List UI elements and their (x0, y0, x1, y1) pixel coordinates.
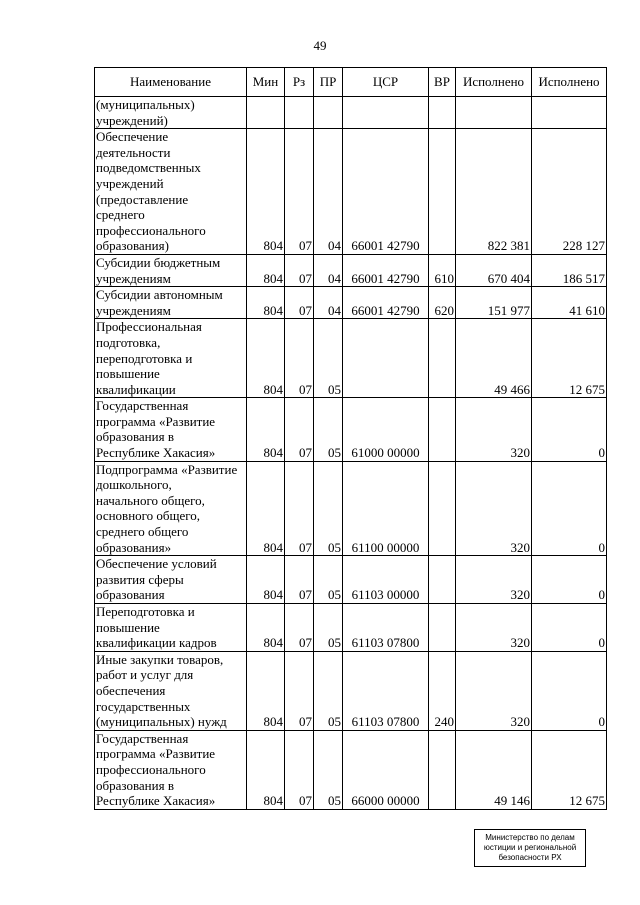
cell-executed-1: 49 466 (456, 319, 532, 398)
row-name-line: деятельности (96, 144, 171, 160)
row-name-line: подведомственных (96, 160, 201, 176)
row-name-line: Субсидии бюджетным (96, 254, 221, 270)
cell-executed-1: 151 977 (456, 287, 532, 319)
header-min: Мин (247, 68, 285, 97)
row-name-line: Обеспечение условий (96, 556, 217, 572)
row-name-line: (муниципальных) нужд (96, 714, 227, 730)
row-name-line: квалификации (96, 381, 176, 397)
row-name-line: профессионального (96, 761, 206, 777)
cell-pr: 05 (314, 461, 343, 556)
table-row (95, 97, 607, 129)
table-row (95, 556, 607, 604)
cell-executed-2: 0 (532, 461, 607, 556)
cell-executed-1: 320 (456, 398, 532, 461)
row-name (95, 319, 247, 398)
cell-min (247, 97, 285, 129)
cell-rz: 07 (285, 254, 314, 286)
row-name-line: Государственная (96, 730, 189, 746)
row-name-line: учреждений (96, 175, 164, 191)
cell-vr: 240 (429, 651, 456, 730)
row-name-line: программа «Развитие (96, 746, 216, 762)
table-row (95, 461, 607, 556)
registration-stamp (474, 829, 586, 867)
cell-executed-1: 822 381 (456, 129, 532, 255)
cell-csr: 61103 07800 (343, 651, 429, 730)
row-name-line: дошкольного, (96, 477, 172, 493)
cell-rz: 07 (285, 730, 314, 809)
cell-vr (429, 319, 456, 398)
cell-pr: 05 (314, 556, 343, 604)
cell-min: 804 (247, 556, 285, 604)
cell-csr: 61000 00000 (343, 398, 429, 461)
cell-min: 804 (247, 129, 285, 255)
cell-csr: 66001 42790 (343, 129, 429, 255)
cell-rz: 07 (285, 287, 314, 319)
row-name-line: повышение (96, 619, 160, 635)
cell-executed-2: 0 (532, 398, 607, 461)
cell-vr (429, 398, 456, 461)
row-name-line: начального общего, (96, 492, 205, 508)
row-name-line: обеспечения (96, 682, 166, 698)
cell-csr: 66001 42790 (343, 254, 429, 286)
cell-vr (429, 730, 456, 809)
cell-executed-2: 0 (532, 604, 607, 652)
row-name-line: учреждениям (96, 270, 171, 286)
cell-min: 804 (247, 604, 285, 652)
header-rz: Рз (285, 68, 314, 97)
row-name-line: учреждениям (96, 302, 171, 318)
row-name (95, 287, 247, 319)
cell-rz: 07 (285, 129, 314, 255)
row-name-line: переподготовка и (96, 350, 193, 366)
cell-rz (285, 97, 314, 129)
cell-executed-2: 0 (532, 556, 607, 604)
row-name (95, 651, 247, 730)
header-executed-2: Исполнено (532, 68, 607, 97)
row-name-line: образования (96, 587, 165, 603)
row-name (95, 398, 247, 461)
cell-pr: 05 (314, 398, 343, 461)
stamp-line: Министерство по делам (485, 833, 575, 842)
row-name-line: квалификации кадров (96, 635, 217, 651)
cell-min: 804 (247, 730, 285, 809)
page-number: 49 (313, 38, 327, 53)
row-name-line: Иные закупки товаров, (96, 651, 224, 667)
stamp-line: безопасности РХ (498, 853, 562, 862)
row-name (95, 461, 247, 556)
table-row (95, 287, 607, 319)
stamp-line: юстиции и региональной (483, 843, 577, 852)
cell-pr: 05 (314, 604, 343, 652)
cell-executed-2: 12 675 (532, 319, 607, 398)
cell-rz: 07 (285, 319, 314, 398)
row-name-line: работ и услуг для (96, 667, 194, 683)
header-name: Наименование (95, 68, 247, 97)
cell-executed-2: 228 127 (532, 129, 607, 255)
cell-min: 804 (247, 651, 285, 730)
cell-executed-2: 41 610 (532, 287, 607, 319)
cell-csr: 66000 00000 (343, 730, 429, 809)
cell-executed-1: 320 (456, 461, 532, 556)
table-body (95, 97, 607, 810)
row-name-line: учреждений) (96, 112, 168, 128)
row-name-line: Республике Хакасия» (96, 793, 216, 809)
cell-executed-2: 12 675 (532, 730, 607, 809)
row-name (95, 604, 247, 652)
cell-pr: 05 (314, 730, 343, 809)
row-name-line: среднего общего (96, 524, 189, 540)
row-name-line: повышение (96, 366, 160, 382)
cell-vr (429, 97, 456, 129)
row-name-line: государственных (96, 698, 191, 714)
row-name-line: развития сферы (96, 571, 184, 587)
row-name (95, 129, 247, 255)
header-executed-1: Исполнено (456, 68, 532, 97)
table-row (95, 398, 607, 461)
cell-pr: 05 (314, 319, 343, 398)
cell-vr (429, 461, 456, 556)
row-name-line: Переподготовка и (96, 604, 195, 619)
header-csr: ЦСР (343, 68, 429, 97)
row-name (95, 556, 247, 604)
cell-vr (429, 556, 456, 604)
row-name-line: подготовка, (96, 334, 161, 350)
cell-pr (314, 97, 343, 129)
cell-rz: 07 (285, 398, 314, 461)
cell-executed-2: 0 (532, 651, 607, 730)
row-name-line: (муниципальных) (96, 97, 195, 112)
table-header-row (95, 68, 607, 97)
cell-executed-1 (456, 97, 532, 129)
cell-vr (429, 129, 456, 255)
row-name-line: основного общего, (96, 508, 201, 524)
cell-csr (343, 319, 429, 398)
budget-table (94, 67, 607, 810)
row-name-line: Профессиональная (96, 319, 202, 335)
table-row (95, 604, 607, 652)
cell-csr (343, 97, 429, 129)
row-name-line: образования в (96, 777, 174, 793)
header-pr: ПР (314, 68, 343, 97)
cell-executed-2: 186 517 (532, 254, 607, 286)
table-row (95, 129, 607, 255)
cell-vr (429, 604, 456, 652)
row-name-line: программа «Развитие (96, 413, 216, 429)
cell-executed-1: 670 404 (456, 254, 532, 286)
row-name-line: Подпрограмма «Развитие (96, 461, 238, 477)
cell-pr: 04 (314, 287, 343, 319)
cell-pr: 04 (314, 129, 343, 255)
row-name-line: среднего (96, 207, 145, 223)
cell-executed-1: 49 146 (456, 730, 532, 809)
table-row (95, 730, 607, 809)
cell-csr: 61103 00000 (343, 556, 429, 604)
row-name (95, 254, 247, 286)
header-vr: ВР (429, 68, 456, 97)
cell-rz: 07 (285, 556, 314, 604)
row-name-line: образования в (96, 429, 174, 445)
row-name-line: профессионального (96, 222, 206, 238)
cell-min: 804 (247, 398, 285, 461)
cell-pr: 05 (314, 651, 343, 730)
cell-executed-2 (532, 97, 607, 129)
cell-executed-1: 320 (456, 604, 532, 652)
row-name (95, 730, 247, 809)
row-name-line: Обеспечение (96, 129, 169, 145)
cell-rz: 07 (285, 604, 314, 652)
row-name (95, 97, 247, 129)
cell-executed-1: 320 (456, 556, 532, 604)
cell-min: 804 (247, 287, 285, 319)
cell-csr: 61103 07800 (343, 604, 429, 652)
cell-vr: 620 (429, 287, 456, 319)
cell-vr: 610 (429, 254, 456, 286)
cell-min: 804 (247, 319, 285, 398)
cell-csr: 61100 00000 (343, 461, 429, 556)
cell-pr: 04 (314, 254, 343, 286)
row-name-line: (предоставление (96, 191, 189, 207)
cell-rz: 07 (285, 461, 314, 556)
row-name-line: образования) (96, 238, 169, 254)
cell-executed-1: 320 (456, 651, 532, 730)
table-row (95, 319, 607, 398)
table-row (95, 651, 607, 730)
table-row (95, 254, 607, 286)
cell-min: 804 (247, 254, 285, 286)
cell-rz: 07 (285, 651, 314, 730)
row-name-line: образования» (96, 539, 172, 555)
row-name-line: Государственная (96, 398, 189, 414)
row-name-line: Субсидии автономным (96, 287, 223, 303)
row-name-line: Республике Хакасия» (96, 445, 216, 461)
cell-csr: 66001 42790 (343, 287, 429, 319)
cell-min: 804 (247, 461, 285, 556)
